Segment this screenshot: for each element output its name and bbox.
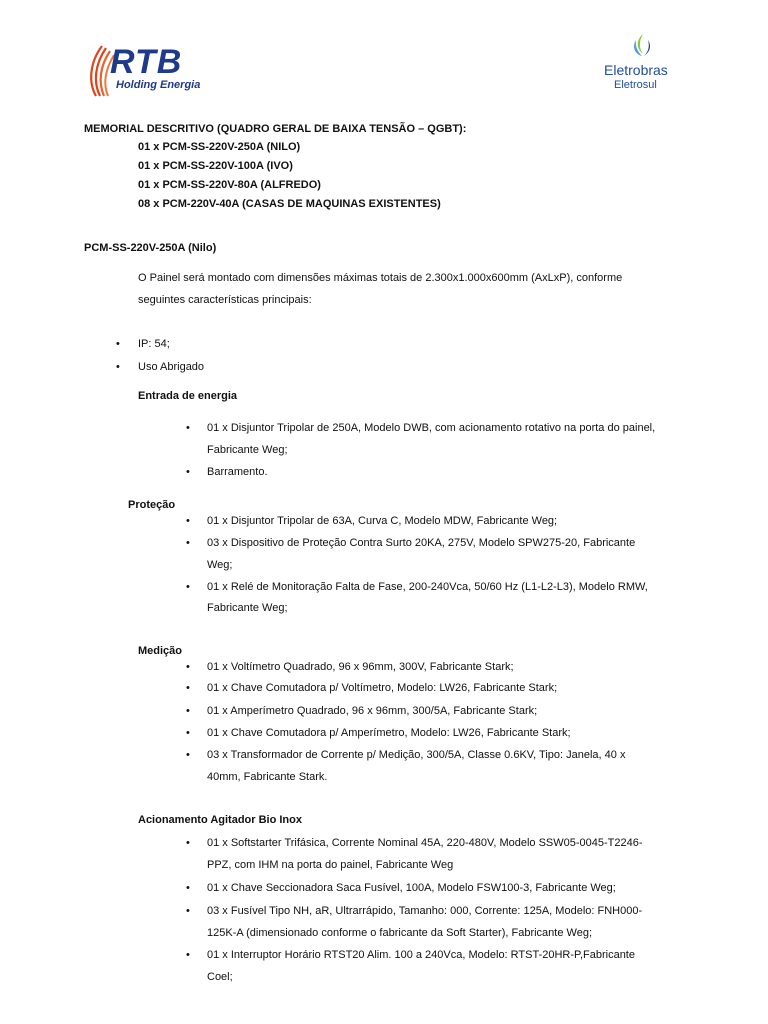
- protecao-title: Proteção: [128, 499, 176, 511]
- bullet-icon: •: [116, 338, 120, 350]
- section-title: PCM-SS-220V-250A (Nilo): [84, 242, 217, 254]
- bullet-icon: •: [186, 905, 190, 917]
- bullet-icon: •: [186, 949, 190, 961]
- eletrobras-logo: [600, 32, 710, 96]
- feature-item: IP: 54;: [138, 338, 170, 350]
- bullet-icon: •: [186, 661, 190, 673]
- bullet-icon: •: [186, 882, 190, 894]
- medicao-item: 01 x Chave Comutadora p/ Voltímetro, Modelo: LW26, Fabricante Stark;: [207, 682, 558, 694]
- protecao-item: Fabricante Weg;: [207, 602, 288, 614]
- bullet-icon: •: [186, 581, 190, 593]
- protecao-item: 03 x Dispositivo de Proteção Contra Surto 20KA, 275V, Modelo SPW275-20, Fabricante: [207, 537, 636, 549]
- feature-item: Uso Abrigado: [138, 361, 205, 373]
- eletrobras-sub: Eletrosul: [614, 79, 657, 91]
- eletrobras-name: Eletrobras: [604, 62, 668, 78]
- acionamento-item: Coel;: [207, 971, 233, 983]
- memorial-item: 08 x PCM-220V-40A (CASAS DE MAQUINAS EXISTENTES): [138, 198, 441, 210]
- medicao-title: Medição: [138, 645, 183, 657]
- medicao-item: 01 x Amperímetro Quadrado, 96 x 96mm, 300/5A, Fabricante Stark;: [207, 705, 538, 717]
- protecao-item: Weg;: [207, 559, 233, 571]
- protecao-item: 01 x Relé de Monitoração Falta de Fase, 200-240Vca, 50/60 Hz (L1-L2-L3), Modelo RMW,: [207, 581, 648, 593]
- protecao-item: 01 x Disjuntor Tripolar de 63A, Curva C, Modelo MDW, Fabricante Weg;: [207, 515, 558, 527]
- acionamento-item: 125K-A (dimensionado conforme o fabricante da Soft Starter), Fabricante Weg;: [207, 927, 592, 939]
- section-intro: O Painel será montado com dimensões máximas totais de 2.300x1.000x600mm (AxLxP), conforme: [138, 272, 623, 284]
- entrada-item: 01 x Disjuntor Tripolar de 250A, Modelo DWB, com acionamento rotativo na porta do painel,: [207, 422, 656, 434]
- rtb-logo: [86, 40, 226, 100]
- memorial-item: 01 x PCM-SS-220V-100A (IVO): [138, 160, 293, 172]
- bullet-icon: •: [116, 361, 120, 373]
- section-intro: seguintes características principais:: [138, 294, 312, 306]
- acionamento-item: 01 x Softstarter Trifásica, Corrente Nominal 45A, 220-480V, Modelo SSW05-0045-T2246-: [207, 837, 643, 849]
- bullet-icon: •: [186, 682, 190, 694]
- acionamento-item: 03 x Fusível Tipo NH, aR, Ultrarrápido, Tamanho: 000, Corrente: 125A, Modelo: FNH000-: [207, 905, 643, 917]
- eletrobras-leaf-icon: [630, 32, 656, 62]
- entrada-item: Barramento.: [207, 466, 268, 478]
- medicao-item: 01 x Chave Comutadora p/ Amperímetro, Modelo: LW26, Fabricante Stark;: [207, 727, 571, 739]
- acionamento-item: 01 x Interruptor Horário RTST20 Alim. 100 a 240Vca, Modelo: RTST-20HR-P,Fabricante: [207, 949, 635, 961]
- memorial-title: MEMORIAL DESCRITIVO (QUADRO GERAL DE BAIXA TENSÃO – QGBT):: [84, 123, 467, 135]
- bullet-icon: •: [186, 727, 190, 739]
- bullet-icon: •: [186, 537, 190, 549]
- bullet-icon: •: [186, 705, 190, 717]
- medicao-item: 01 x Voltímetro Quadrado, 96 x 96mm, 300V, Fabricante Stark;: [207, 661, 514, 673]
- memorial-item: 01 x PCM-SS-220V-80A (ALFREDO): [138, 179, 321, 191]
- memorial-item: 01 x PCM-SS-220V-250A (NILO): [138, 141, 301, 153]
- bullet-icon: •: [186, 837, 190, 849]
- entrada-item: Fabricante Weg;: [207, 444, 288, 456]
- entrada-title: Entrada de energia: [138, 390, 238, 402]
- bullet-icon: •: [186, 749, 190, 761]
- acionamento-item: 01 x Chave Seccionadora Saca Fusível, 100A, Modelo FSW100-3, Fabricante Weg;: [207, 882, 616, 894]
- bullet-icon: •: [186, 515, 190, 527]
- rtb-logo-sub: Holding Energia: [116, 79, 201, 91]
- bullet-icon: •: [186, 422, 190, 434]
- medicao-item: 03 x Transformador de Corrente p/ Medição, 300/5A, Classe 0.6KV, Tipo: Janela, 40 x: [207, 749, 626, 761]
- bullet-icon: •: [186, 466, 190, 478]
- medicao-item: 40mm, Fabricante Stark.: [207, 771, 328, 783]
- acionamento-item: PPZ, com IHM na porta do painel, Fabricante Weg: [207, 859, 454, 871]
- rtb-logo-main: RTB: [110, 43, 183, 81]
- acionamento-title: Acionamento Agitador Bio Inox: [138, 814, 302, 826]
